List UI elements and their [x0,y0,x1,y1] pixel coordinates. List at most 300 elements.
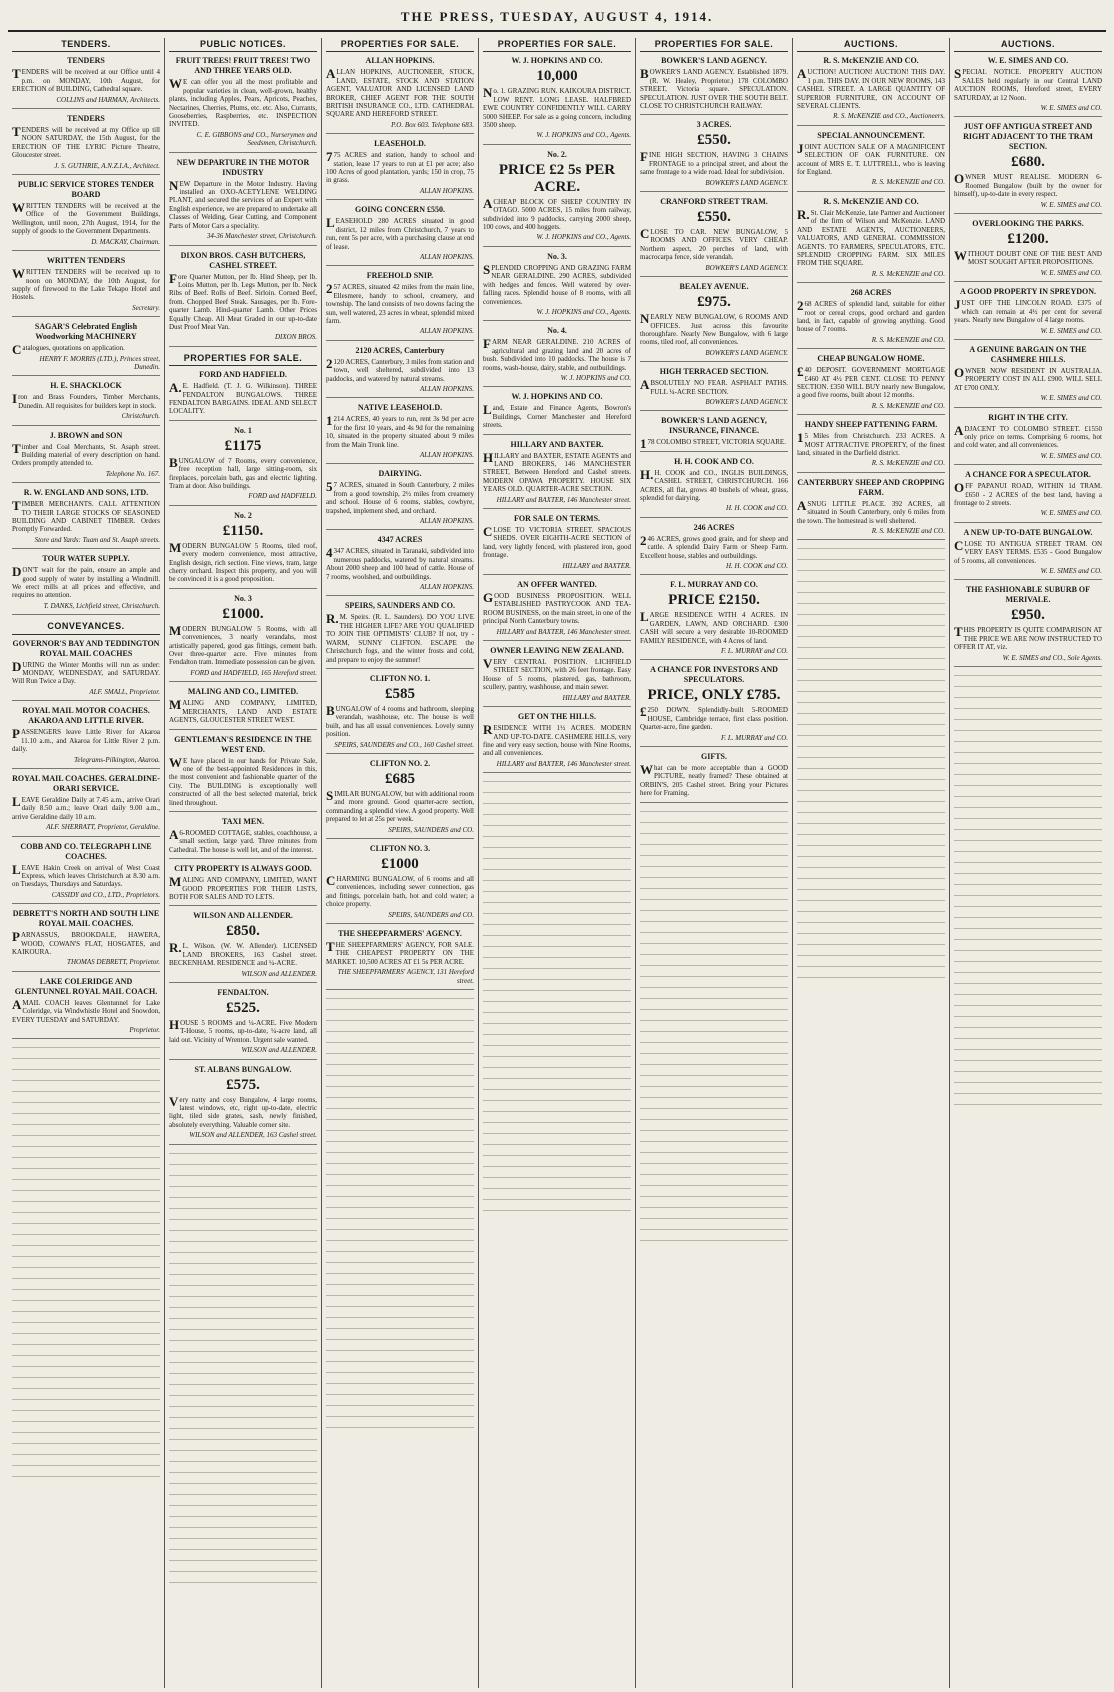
ad-title: 2120 ACRES, Canterbury [355,345,445,355]
advertisement [326,759,474,839]
text-filler [169,1249,317,1258]
text-filler [326,1160,474,1169]
ad-body: LEAVE Hakin Creek on arrival of West Coast Express, which leaves Christchurch at 8.30 a.m. on Tuesdays, Thursdays and Saturdays. [12,861,160,889]
text-filler [169,1513,317,1522]
text-filler [326,1281,474,1290]
ad-title: WRITTEN TENDERS [46,256,126,266]
ad-agent: ALLAN HOPKINS. [419,252,474,261]
ad-agent: ALLAN HOPKINS. [419,517,474,526]
text-filler [326,1171,474,1180]
text-filler [640,1149,788,1158]
ad-agent: DIXON BROS. [275,333,317,342]
ad-title: SPEIRS, SAUNDERS AND CO. [344,601,456,611]
advertisement [483,252,631,321]
text-filler [797,710,945,719]
text-filler [169,1293,317,1302]
text-filler [483,1152,631,1161]
ad-title: CRANFORD STREET TRAM. [660,197,768,207]
text-filler [797,842,945,851]
ad-body: 257 ACRES, situated 42 miles from the main line, Ellesmere, handy to school, creamery, and township. The land consists of two downs facing the sun, well watered, 23 acres in wheat, splendid mixed farm. [326,281,474,325]
advertisement [326,535,474,596]
text-filler [797,556,945,565]
text-filler [640,1226,788,1235]
text-filler [797,765,945,774]
text-filler [640,863,788,872]
ad-price: £575. [226,1076,260,1093]
text-filler [797,688,945,697]
text-filler [797,743,945,752]
column-heading: PUBLIC NOTICES. [169,38,317,52]
text-filler [797,963,945,972]
text-filler [12,1187,160,1196]
ad-agent: FORD and HADFIELD, 165 Hereford street. [190,668,317,677]
text-filler [12,1154,160,1163]
ad-price: £550. [697,209,731,226]
ad-agent: W. J. HOPKINS and CO., Agents. [536,131,631,140]
text-filler [326,1402,474,1411]
ad-body: OFF PAPANUI ROAD, WITHIN 1d TRAM. £650 - 2 ACRES of the best land, having a frontage to 2 streets. [954,480,1102,507]
advertisement [12,256,160,317]
ad-body: H.H. COOK and CO., INGLIS BUILDINGS, CASHEL STREET, CHRISTCHURCH. 166 ACRES, all flat, grows 40 bushels of wheat, grass, splendid for dairying. [640,466,788,502]
ad-body: VERY CENTRAL POSITION. LICHFIELD STREET SECTION, with 26 feet frontage. Easy House of 5 rooms, plastered, gas, bathroom, scullery, pantry, washhouse, and main sewer. [483,656,631,692]
ad-agent: HILLARY and BAXTER, 146 Manchester street. [496,759,631,768]
text-filler [169,1535,317,1544]
text-filler [169,1161,317,1170]
text-filler [12,1396,160,1405]
advertisement [12,488,160,549]
text-filler [640,1193,788,1202]
ad-body: MALING AND COMPANY, LIMITED, WANT GOOD PROPERTIES FOR THEIR LISTS, BOTH FOR SALES AND TO LETS. [169,874,317,901]
text-filler [483,943,631,952]
advertisement [797,420,945,473]
ad-body: ADJACENT TO COLOMBO STREET. £1550 only price on terms. Comprising 6 rooms, hot and cold water, and all conveniences. [954,422,1102,450]
text-filler [169,1194,317,1203]
ad-agent: W. E. SIMES and CO. [1040,200,1102,209]
text-filler [797,699,945,708]
text-filler [954,892,1102,901]
text-filler [169,1568,317,1577]
advertisement [326,346,474,399]
ad-title: GOVERNOR'S BAY AND TEDDINGTON ROYAL MAIL COACHES [12,638,160,658]
text-filler [169,1436,317,1445]
ad-body: BOWKER'S LAND AGENCY. Established 1879. (R. W. Healey, Proprietor.) 178 COLOMBO STREET, Victoria square. SPECULATION. SPECULATION. JUST OVER THE SOUTH BELT. CLOSE TO CHRISTCHURCH RAILWAY. [640,66,788,111]
text-filler [954,1013,1102,1022]
advertisement [12,706,160,769]
text-filler [640,874,788,883]
advertisement [169,988,317,1060]
ad-body: Catalogues, quotations on application. [12,342,125,358]
ad-price: £1200. [1007,231,1049,248]
ad-body: R.St. Clair McKenzie, late Partner and Auctioneer of the firm of Wilson and McKenzie. LAND AND ESTATE AGENTS, AUCTIONEERS, VALUATORS, AND GENERAL COMMISSION AGENTS. TO FARMERS, SPECULATORS, ETC. SPLENDID CROPPING FARM. SIX MILES FROM THE SQUARE. [797,206,945,268]
advertisement [954,470,1102,523]
text-filler [954,980,1102,989]
ad-title: No. 3. [547,251,567,261]
ad-body: 15 Miles from Christchurch. 233 ACRES. A MOST ATTRACTIVE PROPERTY, of the finest land, situated in the Darfield district. [797,430,945,457]
ad-title: AN OFFER WANTED. [517,580,597,590]
columns-container [8,38,1106,1688]
text-filler [954,760,1102,769]
text-filler [797,578,945,587]
ad-body: DURING the Winter Months will run as under: MONDAY, WEDNESDAY, and SATURDAY. Will Run Twice a Day. [12,658,160,686]
text-filler [640,1182,788,1191]
text-filler [12,1055,160,1064]
text-filler [326,1061,474,1070]
ad-title: HIGH TERRACED SECTION. [659,367,769,377]
ad-body: HOUSE 5 ROOMS and ¼-ACRE. Five Modern T-House, 5 rooms, up-to-date, ¼-acre land, all laid out. Vicinity of Wrenton. Urgent sale wanted. [169,1017,317,1044]
text-filler [640,907,788,916]
text-filler [954,815,1102,824]
ad-price: £950. [1011,607,1045,624]
advertisement [483,514,631,575]
advertisement [12,554,160,615]
text-filler [640,1138,788,1147]
text-filler [169,1579,317,1588]
text-filler [169,1546,317,1555]
ad-title: FORD AND HADFIELD. [199,370,287,380]
ad-title: SAGAR'S Celebrated English Woodworking MACHINERY [34,322,138,342]
ad-title: CHEAP BUNGALOW HOME. [817,354,925,364]
text-filler [12,1451,160,1460]
ad-body: Timber and Coal Merchants, St. Asaph street. Building material of every description on hand. Orders promptly attended to. [12,440,160,468]
text-filler [954,925,1102,934]
ad-title: HILLARY AND BAXTER. [510,439,604,449]
text-filler [326,995,474,1004]
text-filler [326,1039,474,1048]
ad-title: THE SHEEPFARMERS' AGENCY. [338,929,462,938]
text-filler [169,1271,317,1280]
ad-body: ASNUG LITTLE PLACE. 392 ACRES, all situated in South Canterbury, only 6 miles from the town. The homestead is well sheltered. [797,497,945,525]
text-filler [797,908,945,917]
ad-body: CHARMING BUNGALOW, of 6 rooms and all conveniences, including sewer connection, gas and fittings, porcelain bath, hot and cold water; a choice property. [326,872,474,909]
text-filler [326,1138,474,1147]
advertisement [169,426,317,506]
column-heading: AUCTIONS. [954,38,1102,52]
advertisement [954,56,1102,117]
text-filler [797,776,945,785]
ad-title: GET ON THE HILLS. [518,712,596,722]
ad-body: HILLARY and BAXTER, ESTATE AGENTS and LAND BROKERS, 146 MANCHESTER STREET, Between Hereford and Cashel streets. MODERN OPAWA PROPERTY. HOUSE SIX YEARS OLD. QUARTER-ACRE SECTION. [483,449,631,494]
advertisement [12,639,160,702]
text-filler [326,1182,474,1191]
text-filler [954,771,1102,780]
ad-body: SIMILAR BUNGALOW, but with additional room and more ground. Good quarter-acre section, commanding a splendid view. A good property. Well prepared to let at 25s per week. [326,787,474,824]
ad-body: TENDERS will be received at my Office up till NOON SATURDAY, the 15th August, for the ERECTION OF THE LYRIC Picture Theatre, Gloucester street. [12,124,160,160]
text-filler [12,1385,160,1394]
ad-title: ROYAL MAIL COACHES. GERALDINE-ORARI SERVICE. [12,773,160,793]
text-filler [954,848,1102,857]
text-filler [954,705,1102,714]
text-filler [169,1414,317,1423]
text-filler [797,655,945,664]
ad-title: No. 4. [547,326,567,336]
text-filler [797,545,945,554]
text-filler [12,1352,160,1361]
text-filler [797,897,945,906]
text-filler [483,866,631,875]
advertisement [797,478,945,541]
text-filler [797,820,945,829]
text-filler [169,1315,317,1324]
text-filler [640,995,788,1004]
advertisement [797,288,945,349]
ad-agent: ALLAN HOPKINS. [419,451,474,459]
text-filler [12,1231,160,1240]
text-filler [12,1132,160,1141]
ad-body: JOINT AUCTION SALE OF A MAGNIFICENT SELECTION OF OAK FURNITURE. ON account of MRS E. T. LUTTRELL, who is leaving for England. [797,140,945,177]
advertisement [954,122,1102,214]
text-filler [954,870,1102,879]
ad-body: RESIDENCE WITH 1½ ACRES. MODERN AND UP-TO-DATE. CASHMERE HILLS, very fine and very easy section, house with Nine Rooms, and all conveniences. [483,722,631,758]
text-filler [483,888,631,897]
text-filler [954,991,1102,1000]
ad-title: PUBLIC SERVICE STORES TENDER BOARD [17,180,155,200]
text-filler [954,881,1102,890]
text-filler [797,941,945,950]
text-filler [954,1068,1102,1077]
advertisement [169,735,317,812]
text-filler [12,1363,160,1372]
ad-agent: HILLARY and BAXTER. [562,693,631,702]
advertisement [12,842,160,905]
ad-body: LARGE RESIDENCE WITH 4 ACRES. IN GARDEN, LAWN, AND ORCHARD. £300 CASH will secure a very desirable 10-ROOMED FAMILY RESIDENCE, with 4 Acres of land. [640,609,788,645]
text-filler [169,1205,317,1214]
text-filler [326,1050,474,1059]
advertisement [169,817,317,859]
ad-agent: THOMAS DEBRETT, Proprietor. [67,958,160,967]
ad-title: DEBRETT'S NORTH AND SOUTH LINE ROYAL MAIL COACHES. [12,909,160,929]
text-filler [797,930,945,939]
ad-body: WITHOUT DOUBT ONE OF THE BEST AND MOST SOUGHT AFTER PROPOSITIONS. [954,248,1102,267]
text-filler [12,1264,160,1273]
text-filler [12,1308,160,1317]
advertisement [326,205,474,266]
ad-body: ABSOLUTELY NO FEAR. ASPHALT PATHS. FULL ¼-ACRE SECTION. [640,377,788,396]
ad-body: SPECIAL NOTICE. PROPERTY AUCTION SALES held regularly in our Central LAND AUCTION ROOMS, Hereford street, EVERY SATURDAY, at 12 Noon. [954,66,1102,102]
ad-body: THIS PROPERTY IS QUITE COMPARISON AT THE PRICE WE ARE NOW INSTRUCTED TO OFFER IT AT, viz. [954,624,1102,652]
ad-title: CITY PROPERTY IS ALWAYS GOOD. [174,864,312,874]
text-filler [169,1150,317,1159]
text-filler [797,644,945,653]
text-filler [326,1006,474,1015]
text-filler [640,1050,788,1059]
advertisement [797,56,945,125]
advertisement [326,674,474,754]
ad-title: R. W. ENGLAND AND SONS, LTD. [23,488,149,498]
ad-body: TENDERS will be received at our Office until 4 p.m. on MONDAY, 10th August, for ERECTION of BUILDING, Cathedral square. [12,66,160,94]
ad-title: 268 ACRES [850,288,892,298]
ad-agent: R. S. McKENZIE and CO. [871,269,945,278]
ad-price: £975. [697,294,731,311]
text-filler [640,808,788,817]
ad-body: CLOSE TO ANTIGUA STREET TRAM. ON VERY EASY TERMS. £535 - Good Bungalow of 5 rooms, all conveniences. [954,537,1102,565]
advertisement [12,114,160,175]
text-filler [640,962,788,971]
text-filler [797,622,945,631]
text-filler [12,1209,160,1218]
text-filler [169,1370,317,1379]
advertisement [326,469,474,530]
text-filler [640,1160,788,1169]
text-filler [483,899,631,908]
ad-body: TIMBER MERCHANTS. CALL ATTENTION TO THEIR LARGE STOCKS OF SEASONED BUILDING AND CABINET TIMBER. Orders Promptly Forwarded. [12,498,160,534]
advertisement [640,752,788,803]
ad-body: FINE HIGH SECTION, HAVING 3 CHAINS FRONTAGE to a principal street, and about the same frontage to a wide road. Ideal for subdivision. [640,149,788,177]
text-filler [326,1017,474,1026]
advertisement [12,977,160,1040]
text-filler [954,782,1102,791]
text-filler [169,1172,317,1181]
text-filler [640,852,788,861]
text-filler [12,1176,160,1185]
text-filler [483,1119,631,1128]
ad-body: R.M. Speirs. (R. L. Saunders). DO YOU LIVE THE HIGHER LIFE? ARE YOU QUALIFIED TO JOIN THE OPTIMISTS' CLUB? If not, try - WARM, SUNNY CLIFTON. ESCAPE the Christchurch fogs, and the winter frosts and cold, and prepare to enjoy the summer! [326,611,474,664]
text-filler [169,1392,317,1401]
ad-title: R. S. McKENZIE AND CO. [823,56,919,66]
text-filler [483,987,631,996]
text-filler [640,1094,788,1103]
ad-title: TAXI MEN. [221,816,265,826]
text-filler [797,831,945,840]
text-filler [12,1429,160,1438]
text-filler [483,1086,631,1095]
advertisement [326,56,474,134]
advertisement [169,56,317,152]
ad-agent: R. S. McKENZIE and CO. [871,401,945,410]
ad-body: A6-ROOMED COTTAGE, stables, coachhouse, a small section, large yard. Three minutes from Cathedral. The house is well let, and of the interest. [169,826,317,854]
ad-title: FOR SALE ON TERMS. [513,514,601,523]
ad-agent: Secretary. [132,303,160,312]
ad-title: SPECIAL ANNOUNCEMENT. [817,130,925,140]
column-1 [8,38,165,1688]
ad-agent: F. L. MURRAY and CO. [721,647,788,656]
ad-price: £680. [1011,154,1045,171]
text-filler [483,789,631,798]
ad-body: PARNASSUS, BROOKDALE, HAWERA, WOOD, COWAN'S FLAT, HOSGATES, and KAIKOURA. [12,929,160,956]
ad-body: 57 ACRES, situated in South Canterbury, 2 miles from a good township, 2½ miles from creamery and school. House of 6 rooms, stables, cowbyre, trapshed, implement shed, and orchard. [326,479,474,515]
ad-body: MODERN BUNGALOW 5 Rooms, tiled roof, every modern convenience, most attractive, English design, rich section. Fine views, tram, large cherry orchard. Inspect this property, and you will be convinced it is a good proposition. [169,539,317,584]
ad-body: THE SHEEPFARMERS' AGENCY, FOR SALE. THE CHEAPEST PROPERTY ON THE MARKET. 10,500 ACRES AT £1 5s PER ACRE. [326,939,474,966]
text-filler [640,1083,788,1092]
ad-agent: H. H. COOK and CO. [725,562,788,570]
advertisement [954,287,1102,340]
ad-body: ALLAN HOPKINS, AUCTIONEER, STOCK, LAND, ESTATE, STOCK AND STATION AGENT, VALUATOR AND LICENSED LAND BROKER, CHIEF AGENT FOR THE SOUTH BRITISH INSURANCE CO., LTD. CATHEDRAL SQUARE AND HEREFORD STREET. [326,66,474,119]
text-filler [169,1326,317,1335]
text-filler [483,1163,631,1172]
text-filler [12,1407,160,1416]
text-filler [797,611,945,620]
ad-title: A NEW UP-TO-DATE BUNGALOW. [963,527,1093,537]
ad-price: £685 [385,770,415,787]
text-filler [640,896,788,905]
advertisement [640,367,788,411]
text-filler [483,1097,631,1106]
text-filler [12,1088,160,1097]
ad-title: CLIFTON NO. 1. [369,673,431,683]
ad-agent: ALLAN HOPKINS. [419,384,474,393]
ad-title: DIXON BROS. CASH BUTCHERS, CASHEL STREET. [180,250,306,270]
ad-agent: W. E. SIMES and CO. [1040,567,1102,575]
text-filler [326,1083,474,1092]
text-filler [954,716,1102,725]
text-filler [483,811,631,820]
ad-body: SPLENDID CROPPING AND GRAZING FARM NEAR GERALDINE. 290 ACRES, subdivided with hedges and fences. Well watered by over-falling races. Splendid house of 8 rooms, with all conveniences. [483,261,631,306]
ad-title: OVERLOOKING THE PARKS. [972,219,1084,229]
ad-agent: ALLAN HOPKINS. [419,186,474,195]
text-filler [12,1275,160,1284]
ad-agent: W. J. HOPKINS and CO., Agents. [536,307,631,316]
text-filler [797,666,945,675]
text-filler [954,826,1102,835]
advertisement [12,180,160,251]
text-filler [326,1358,474,1367]
ad-agent: W. J. HOPKINS and CO. [560,373,631,382]
ad-agent: Store and Yards: Tuam and St. Asaph streets. [34,535,160,544]
advertisement [640,56,788,115]
text-filler [12,1341,160,1350]
advertisement [169,511,317,589]
column-6 [793,38,950,1688]
ad-price: £850. [226,923,260,940]
text-filler [797,754,945,763]
text-filler [954,804,1102,813]
ad-body: PASSENGERS leave Little River for Akaroa 11.10 a.m., and Akaroa for Little River 2 p.m. daily. [12,726,160,754]
text-filler [797,677,945,686]
ad-body: Land, Estate and Finance Agents, Bowron's Buildings, Corner Manchester and Hereford streets. [483,402,631,430]
text-filler [169,1447,317,1456]
ad-agent: SPEIRS, SAUNDERS and CO. [388,910,474,919]
text-filler [12,1220,160,1229]
ad-body: What can be more acceptable than a GOOD PICTURE, neatly framed? These obtained at ORBIN'S, 205 Cashel street. Bring your Pictures here for Framing. [640,762,788,798]
text-filler [797,919,945,928]
text-filler [483,1064,631,1073]
text-filler [483,844,631,853]
text-filler [169,1469,317,1478]
text-filler [12,1165,160,1174]
ad-title: CANTERBURY SHEEP AND CROPPING FARM. [797,477,945,497]
column-5 [636,38,793,1688]
text-filler [954,793,1102,802]
text-filler [797,589,945,598]
advertisement [797,131,945,192]
text-filler [326,1127,474,1136]
ad-body: A.E. Hadfield. (T. J. G. Wilkinson). THREE FENDALTON BUNGALOWS. THREE FENDALTON BARGAINS. IDEAL AND SELECT LOCALITY. [169,380,317,416]
ad-title: RIGHT IN THE CITY. [988,412,1068,422]
ad-agent: HILLARY and BAXTER, 146 Manchester street. [496,627,631,636]
text-filler [640,819,788,828]
text-filler [640,1127,788,1136]
ad-body: FARM NEAR GERALDINE. 210 ACRES of agricultural and grazing land and 20 acres of bush. Subdivided into 10 paddocks. The house is 7 rooms, wash-house, dairy, stable, and outbuildings. [483,336,631,372]
ad-price: PRICE £2 5s PER ACRE. [498,161,616,195]
text-filler [640,1116,788,1125]
text-filler [326,1369,474,1378]
text-filler [483,1108,631,1117]
text-filler [483,778,631,787]
advertisement [169,687,317,729]
ad-title: THE FASHIONABLE SUBURB OF MERIVALE. [965,585,1091,605]
ad-title: GENTLEMAN'S RESIDENCE IN THE WEST END. [174,734,312,754]
ad-agent: SPEIRS, SAUNDERS and CO. [388,825,474,834]
text-filler [954,1046,1102,1055]
text-filler [640,1017,788,1026]
text-filler [326,1116,474,1125]
ad-title: CLIFTON NO. 3. [369,843,431,853]
text-filler [954,1090,1102,1099]
advertisement [12,431,160,484]
ad-agent: W. E. SIMES and CO. [1040,268,1102,277]
advertisement [169,370,317,421]
ad-agent: CASSIDY and CO., LTD., Proprietors. [51,890,160,899]
ad-agent: WILSON and ALLENDER, 163 Cashel street. [189,1131,317,1140]
